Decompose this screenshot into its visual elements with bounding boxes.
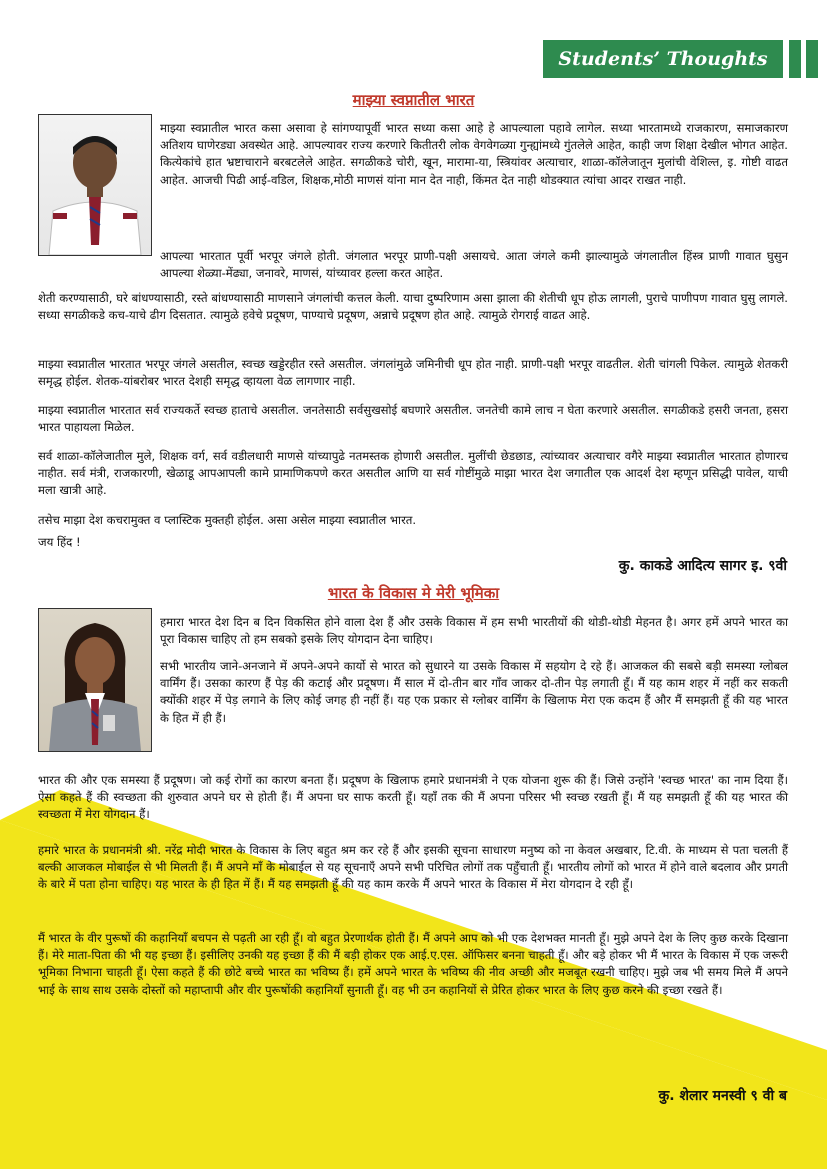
article1-paragraph-5: माझ्या स्वप्नातील भारतात सर्व राज्यकर्ते स्वच्छ हाताचे असतील. जनतेसाठी सर्वसुखसोई बघणारे असतील. जनतेची कामे लाच न घेता करणारे असतील. सगळीकडे हसरी जनता, हसरा भारत पाहायला मिळेल. [38, 403, 788, 435]
article1-paragraph-2: आपल्या भारतात पूर्वी भरपूर जंगले होती. जंगलात भरपूर प्राणी-पक्षी असायचे. आता जंगले कमी झाल्यामुळे जंगलातील हिंस्त्र प्राणी गावात घुसुन आपल्या शेळ्या-मेंढ्या, जनावरे, माणसं, यांच्यावर हल्ला करत आहेत. [160, 249, 788, 281]
article2-paragraph-1: हमारा भारत देश दिन ब दिन विकसित होने वाला देश हैं और उसके विकास में हम सभी भारतीयों की थोडी-थोडी मेहनत है। अगर हमें अपने भारत का पूरा विकास चाहिए तो हम सबको इसके लिए योगदान देना चाहिए। [160, 615, 788, 647]
article2-title: भारत के विकास मे मेरी भूमिका [327, 584, 500, 602]
article1-paragraph-7: तसेच माझा देश कचरामुक्त व प्लास्टिक मुक्तही होईल. असा असेल माझ्या स्वप्नातील भारत. [38, 513, 417, 527]
article1-signature: कु. काकडे आदित्य सागर इ. ९वी [618, 558, 787, 574]
article1-title: माझ्या स्वप्नातील भारत [352, 91, 475, 109]
header-stripe-1 [789, 40, 801, 78]
article2-paragraph-4: हमारे भारत के प्रधानमंत्री श्री. नरेंद्र मोदी भारत के विकास के लिए बहुत श्रम कर रहे हैं और इसकी सूचना साधारण मनुष्य को ना केवल अखबार, टि.वी. के माध्यम से पता चलती हैं बल्की आजकल मोबाईल से भी मिलती हैं। मैं अपने माँ के मोबाईल से यह सूचनाएँ अपने सभी परिचित लोगों तक पहुँचाती हूँ। भारतीय लोगों को भारत में होने वाले बदलाव और प्रगती के बारे में पता होना चाहिए। यह भारत के ही हित में हैं। मैं यह समझती हूँ की यह काम करके मैं अपने भारत के विकास में मेरा योगदान दे रही हूँ। [38, 843, 788, 892]
article1-paragraph-4: माझ्या स्वप्नातील भारतात भरपूर जंगले असतील, स्वच्छ खड्डेरहीत रस्ते असतील. जंगलांमुळे जमिनीची धूप होत नाही. प्राणी-पक्षी भरपूर वाढतील. शेती चांगली पिकेल. त्यामुळे शेतकरी समृद्ध होईल. शेतक-यांबरोबर भारत देशही समृद्ध व्हायला वेळ लागणार नाही. [38, 357, 788, 389]
section-header-band [543, 40, 783, 78]
article1-paragraph-3: शेती करण्यासाठी, घरे बांधण्यासाठी, रस्ते बांधण्यासाठी माणसाने जंगलांची कत्तल केली. याचा दुष्परिणाम असा झाला की शेतीची धूप होऊ लागली, पुराचे पाणीपण गावात घुसु लागले. सध्या सगळीकडे कच-याचे ढीग दिसतात. त्यामुळे हवेचे प्रदूषण, पाण्याचे प्रदूषण, अन्नाचे प्रदूषण होत आहे. त्यामुळे रोगराई वाढत आहे. [38, 291, 788, 323]
header-stripe-2 [806, 40, 818, 78]
student1-portrait-icon [39, 115, 151, 255]
student1-photo [38, 114, 152, 256]
student2-photo [38, 608, 152, 752]
article1-paragraph-6: सर्व शाळा-कॉलेजातील मुले, शिक्षक वर्ग, सर्व वडीलधारी माणसे यांच्यापुढे नतमस्तक होणारी असतील. मुलींची छेडछाड, त्यांच्यावर अत्याचार वगैरे माझ्या स्वप्नातील भारतात होणारच नाहीत. सर्व मंत्री, राजकारणी, खेळाडू आपआपली कामे प्रामाणिकपणे करत असतील आणि या सर्व गोष्टींमुळे माझा भारत देश जगातील एक आदर्श देश म्हणून प्रसिद्धी पावेल, याची मला खात्री आहे. [38, 449, 788, 498]
article1-paragraph-8: जय हिंद ! [38, 535, 81, 549]
article2-paragraph-5: मैं भारत के वीर पुरूषों की कहानियाँ बचपन से पढ़ती आ रही हूँ। वो बहुत प्रेरणार्थक होती हैं। मैं अपने आप को भी एक देशभक्त मानती हूँ। मुझे अपने देश के लिए कुछ करके दिखाना हैं। मेरे माता-पिता की भी यह इच्छा हैं। इसीलिए उनकी यह इच्छा हैं की मैं बड़ी होकर एक आई.ए.एस. ऑफिसर बनना चाहती हूँ। और बड़े होकर भी मैं भारत के विकास में एक जरूरी भूमिका निभाना चाहती हूँ। ऐसा कहते हैं की छोटे बच्चे भारत का भविष्य हैं। हमें अपने भारत के भविष्य की नीव अच्छी और मजबूत रखनी चाहिए। मुझे जब भी समय मिले मैं अपने भाई के साथ साथ उसके दोस्तों को महाप्तापी और वीर पुरूषोंकी कहानियाँ सुनाती हूँ। वह भी उन कहानियों से प्रेरित होकर भारत के लिए कुछ करने की इच्छा रखते हैं। [38, 931, 788, 997]
article1-paragraph-1: माझ्या स्वप्नातील भारत कसा असावा हे सांगण्यापूर्वी भारत सध्या कसा आहे हे आपल्याला पहावे लागेल. सध्या भारतामध्ये राजकारण, समाजकारण अतिशय घाणेरड्या अवस्थेत आहे. आपल्यावर राज्य करणारे कितीतरी लोक वेगवेगळ्या गुन्ह्यांमध्ये गुंतलेले आहेत, काही जण शिक्षा देखील भोगत आहेत. कित्येकांचे हात भ्रष्टाचाराने बरबटलेले आहेत. सगळीकडे चोरी, खून, मारामा-या, स्त्रियांवर अत्याचार, शाळा-कॉलेजातून मुलांची वेशिल्त, इ. गोष्टी वाढत आहेत. आजची पिढी आई-वडिल, शिक्षक,मोठी माणसं यांना मान देत नाही, किंमत देत नाही थोडक्यात त्यांचा आदर राखत नाही. [160, 121, 788, 187]
section-header-label: Students’ Thoughts [558, 48, 768, 70]
article2-paragraph-2: सभी भारतीय जाने-अनजाने में अपने-अपने कार्यो से भारत को सुधारने या उसके विकास में सहयोग दे रहे हैं। आजकल की सबसे बड़ी समस्या ग्लोबल वार्मिंग हैं। उसका कारण हैं पेड़ की कटाई और प्रदूषण। मैं साल में दो-तीन बार गाँव जाकर दो-तीन पेड़ लगाती हूँ। मैं यह काम शहर में नहीं कर सकती क्योंकी शहर में पेड़ लगाने के लिए कोई जगह ही नहीं हैं। यह एक प्रकार से ग्लोबर वार्मिंग के खिलाफ मेरा एक कदम हैं और मैं समझती हूँ की यह भारत के हित में ही हैं। [160, 659, 788, 725]
student2-portrait-icon [39, 609, 151, 751]
article2-signature: कु. शेलार मनस्वी ९ वी ब [658, 1088, 787, 1104]
article2-paragraph-3: भारत की और एक समस्या हैं प्रदूषण। जो कई रोगों का कारण बनता हैं। प्रदूषण के खिलाफ हमारे प्रधानमंत्री ने एक योजना शुरू की हैं। जिसे उन्होंने 'स्वच्छ भारत' का नाम दिया हैं। ऐसा कहते हैं की स्वच्छता की शुरुवात अपने घर से होती हैं। मैं अपना घर साफ करती हूँ। यहाँ तक की मैं अपना परिसर भी स्वच्छ रखती हूँ। मैं यह समझती हूँ की यह भारत की स्वच्छता में मेरा योगदान हैं। [38, 773, 788, 822]
